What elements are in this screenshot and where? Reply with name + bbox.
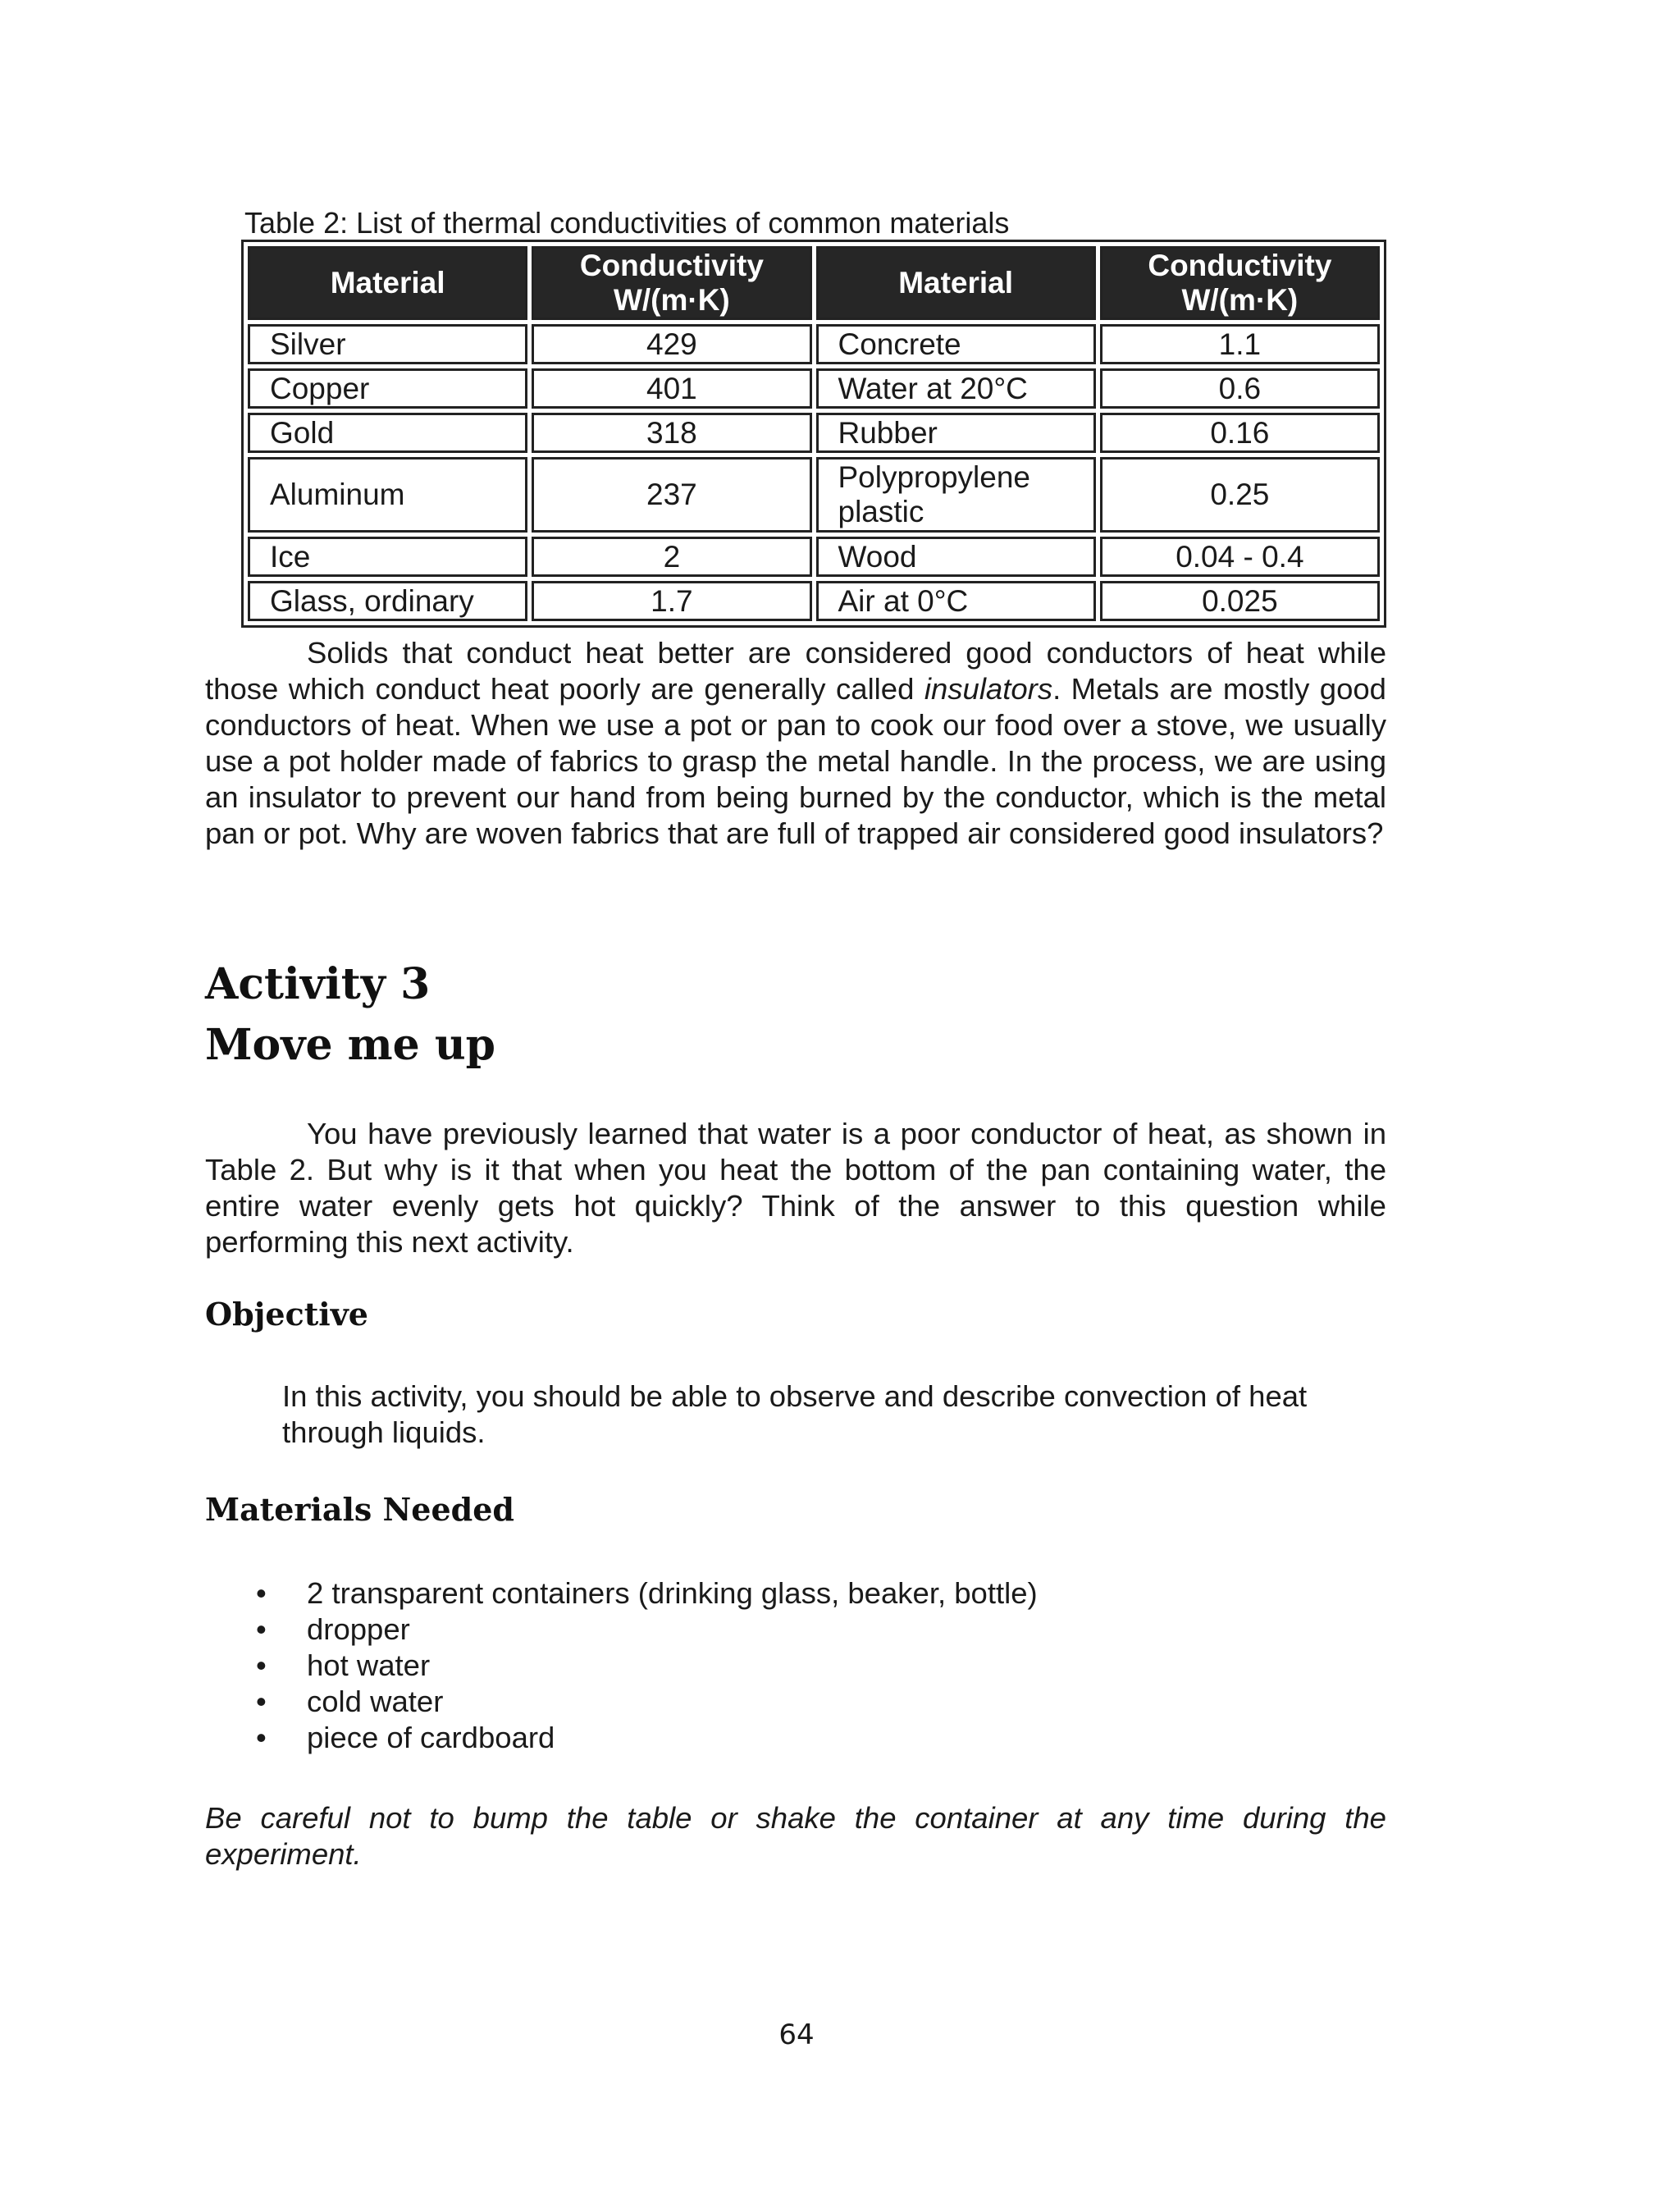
material-cell: Rubber — [816, 413, 1096, 453]
conductivity-cell: 237 — [532, 457, 811, 533]
list-item-text: piece of cardboard — [307, 1721, 555, 1754]
list-item — [205, 1720, 1038, 1756]
activity-title: Move me up — [205, 1020, 496, 1070]
paragraph-text: . Metals are mostly good conductors of heat. When we use a pot or pan to cook our food over a stove, we usually use a pot holder made of fabrics to grasp the metal handle. In the process, we are using an insulator to prevent our hand from being burned by the conductor, which is the metal pan or pot. Why are woven fabrics that are full of trapped air considered good insulators? — [205, 672, 1386, 850]
table-row — [248, 457, 1380, 533]
material-line: plastic — [838, 495, 924, 528]
material-line: Polypropylene — [838, 460, 1030, 494]
header-conductivity-unit: W/(m·K) — [613, 283, 730, 317]
header-conductivity-2 — [1100, 246, 1380, 320]
bullet-glyph: • — [256, 1612, 267, 1646]
header-conductivity-unit: W/(m·K) — [1181, 283, 1299, 317]
table-row — [248, 537, 1380, 577]
bullet-glyph: • — [256, 1721, 267, 1754]
paragraph-italic-term: insulators — [924, 672, 1053, 706]
objective-text: In this activity, you should be able to observe and describe convection of heat through liquids. — [282, 1379, 1308, 1449]
objective-heading: Objective — [205, 1296, 368, 1333]
table-caption: Table 2: List of thermal conductivities of common materials — [244, 206, 1010, 240]
paragraph-body: You have previously learned that water is a poor conductor of heat, as shown in Table 2. But why is it that when you heat the bottom of the pan containing water, the entire water evenly gets hot quickly? Think of the answer to this question while performing this next activity. — [205, 1117, 1386, 1259]
list-item — [205, 1575, 1038, 1612]
conductivity-cell: 429 — [532, 324, 811, 364]
material-cell: Air at 0°C — [816, 581, 1096, 621]
material-cell: Ice — [248, 537, 527, 577]
list-item-text: hot water — [307, 1648, 431, 1682]
bullet-glyph: • — [256, 1685, 267, 1718]
table-row — [248, 413, 1380, 453]
conductivity-cell: 401 — [532, 368, 811, 409]
material-cell: Gold — [248, 413, 527, 453]
material-cell: Concrete — [816, 324, 1096, 364]
header-conductivity-label: Conductivity — [579, 249, 764, 282]
list-item — [205, 1684, 1038, 1720]
material-cell: Silver — [248, 324, 527, 364]
materials-list — [205, 1575, 1038, 1756]
table-row — [248, 368, 1380, 409]
table-row — [248, 581, 1380, 621]
conductivity-cell: 2 — [532, 537, 811, 577]
header-conductivity-label: Conductivity — [1148, 249, 1332, 282]
activity-number: Activity 3 — [205, 959, 431, 1009]
material-cell: Aluminum — [248, 457, 527, 533]
header-conductivity-1 — [532, 246, 811, 320]
conductivity-table — [241, 240, 1386, 628]
list-item-text: 2 transparent containers (drinking glass, beaker, bottle) — [307, 1576, 1038, 1610]
intro-paragraph — [205, 1116, 1386, 1260]
conductivity-cell: 318 — [532, 413, 811, 453]
conductivity-cell: 1.1 — [1100, 324, 1380, 364]
conductivity-cell: 0.25 — [1100, 457, 1380, 533]
table-header-row — [248, 246, 1380, 320]
paragraph-body — [205, 635, 1386, 852]
conductivity-cell: 0.025 — [1100, 581, 1380, 621]
materials-heading: Materials Needed — [205, 1491, 514, 1528]
bullet-glyph: • — [256, 1648, 267, 1682]
material-cell: Wood — [816, 537, 1096, 577]
page-number: 64 — [778, 2019, 815, 2051]
list-item — [205, 1648, 1038, 1684]
conductivity-cell: 0.16 — [1100, 413, 1380, 453]
material-cell: Glass, ordinary — [248, 581, 527, 621]
conductivity-cell: 0.6 — [1100, 368, 1380, 409]
bullet-glyph: • — [256, 1576, 267, 1610]
list-item-text: cold water — [307, 1685, 444, 1718]
list-item — [205, 1612, 1038, 1648]
conductivity-cell: 0.04 - 0.4 — [1100, 537, 1380, 577]
paragraph-text: Solids that conduct heat better are considered good conductors of heat while those which conduct heat poorly are generally called — [205, 636, 1386, 706]
header-material-2: Material — [816, 246, 1096, 320]
material-cell: Water at 20°C — [816, 368, 1096, 409]
safety-warning: Be careful not to bump the table or shake the container at any time during the experiment. — [205, 1801, 1386, 1871]
list-item-text: dropper — [307, 1612, 410, 1646]
material-cell: Copper — [248, 368, 527, 409]
table-row — [248, 324, 1380, 364]
material-cell — [816, 457, 1096, 533]
conductivity-cell: 1.7 — [532, 581, 811, 621]
conductors-paragraph — [205, 635, 1386, 852]
header-material-1: Material — [248, 246, 527, 320]
